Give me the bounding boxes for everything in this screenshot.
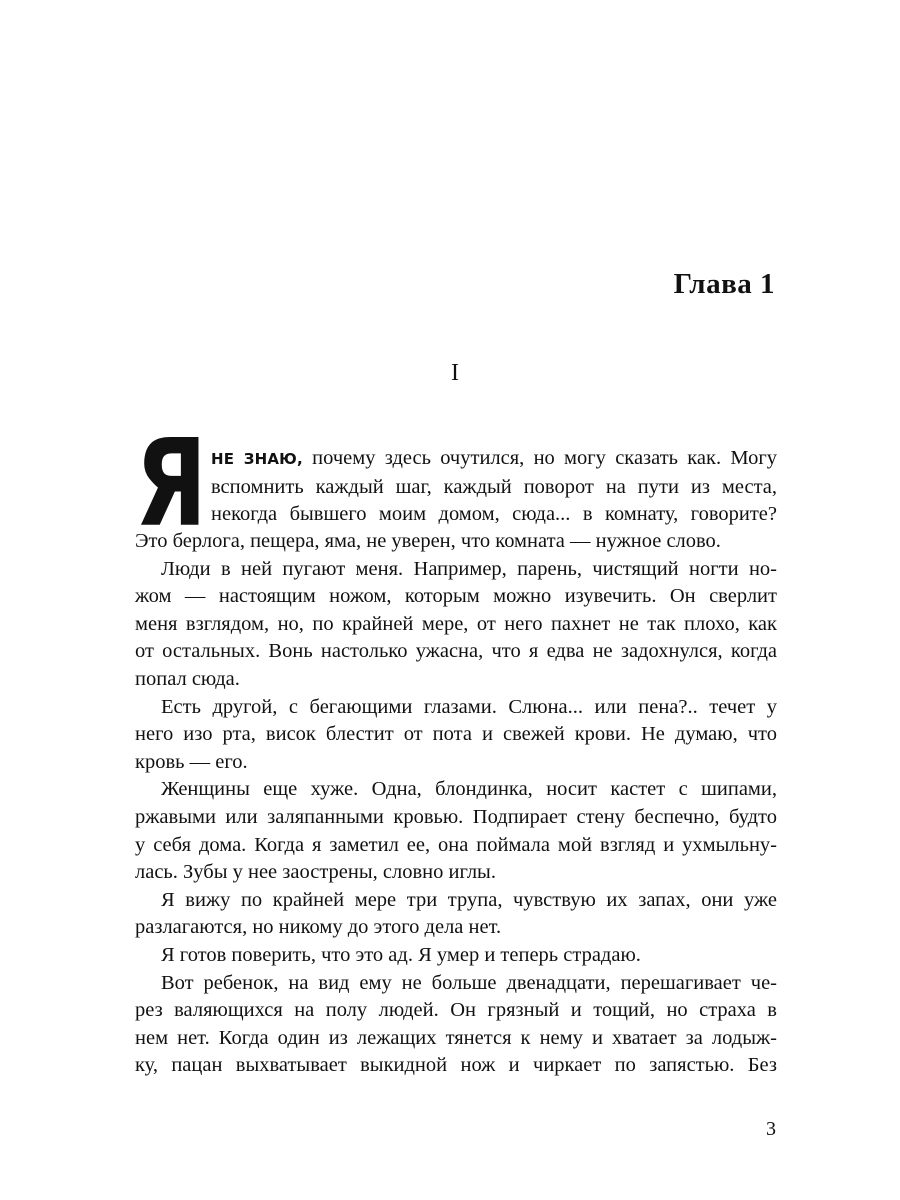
text-line-rest: почему здесь очутился, но могу сказать как. Могу xyxy=(302,447,777,469)
text-line: у себя дома. Когда я заметил ее, она поймала мой взгляд и ухмыльну- xyxy=(135,833,777,856)
section-number: I xyxy=(451,360,459,386)
text-line: Я готов поверить, что это ад. Я умер и теперь страдаю. xyxy=(161,943,641,966)
text-line: рез валяющихся на полу людей. Он грязный и тощий, но страха в xyxy=(135,999,777,1022)
paragraph xyxy=(135,887,777,942)
text-line: Вот ребенок, на вид ему не больше двенадцати, перешагивает че- xyxy=(161,971,777,994)
text-line: нем нет. Когда один из лежащих тянется к нему и хватает за лодыж- xyxy=(135,1026,777,1049)
text-line: разлагаются, но никому до этого дела нет. xyxy=(135,916,502,939)
paragraph xyxy=(135,776,777,886)
text-line: вспомнить каждый шаг, каждый поворот на пути из места, xyxy=(211,475,777,498)
paragraph xyxy=(135,942,777,970)
text-line: некогда бывшего моим домом, сюда... в комнату, говорите? xyxy=(211,503,777,526)
text-line: попал сюда. xyxy=(135,667,240,690)
text-line: меня взглядом, но, по крайней мере, от него пахнет не так плохо, как xyxy=(135,612,777,635)
text-line: него изо рта, висок блестит от пота и свежей крови. Не думаю, что xyxy=(135,723,777,746)
paragraph xyxy=(135,556,777,694)
text-line: кровь — его. xyxy=(135,750,248,773)
paragraph xyxy=(135,970,777,1080)
text-line: ку, пацан выхватывает выкидной нож и чиркает по запястью. Без xyxy=(135,1054,777,1077)
lead-in-caps: НЕ ЗНАЮ, xyxy=(211,450,303,468)
text-line: от остальных. Вонь настолько ужасна, что я едва не задохнулся, когда xyxy=(135,640,777,663)
text-line: Это берлога, пещера, яма, не уверен, что комната — нужное слово. xyxy=(135,530,721,552)
paragraph xyxy=(135,694,777,777)
drop-cap: Я xyxy=(135,415,206,554)
text-line: ржавыми или заляпанными кровью. Подпирает стену беспечно, будто xyxy=(135,805,777,828)
paragraph xyxy=(135,528,777,556)
text-line xyxy=(211,445,777,474)
chapter-title: Глава 1 xyxy=(673,268,775,300)
text-line: Женщины еще хуже. Одна, блондинка, носит кастет с шипами, xyxy=(161,778,777,801)
page-number: 3 xyxy=(766,1118,776,1140)
text-line: Люди в ней пугают меня. Например, парень, чистящий ногти но- xyxy=(161,557,777,580)
body-text xyxy=(135,415,777,1080)
text-line: лась. Зубы у нее заострены, словно иглы. xyxy=(135,861,496,884)
text-line: Я вижу по крайней мере три трупа, чувствую их запах, они уже xyxy=(161,888,777,911)
text-line: Есть другой, с бегающими глазами. Слюна... или пена?.. течет у xyxy=(161,695,777,718)
text-line: жом — настоящим ножом, которым можно изувечить. Он сверлит xyxy=(135,585,777,608)
